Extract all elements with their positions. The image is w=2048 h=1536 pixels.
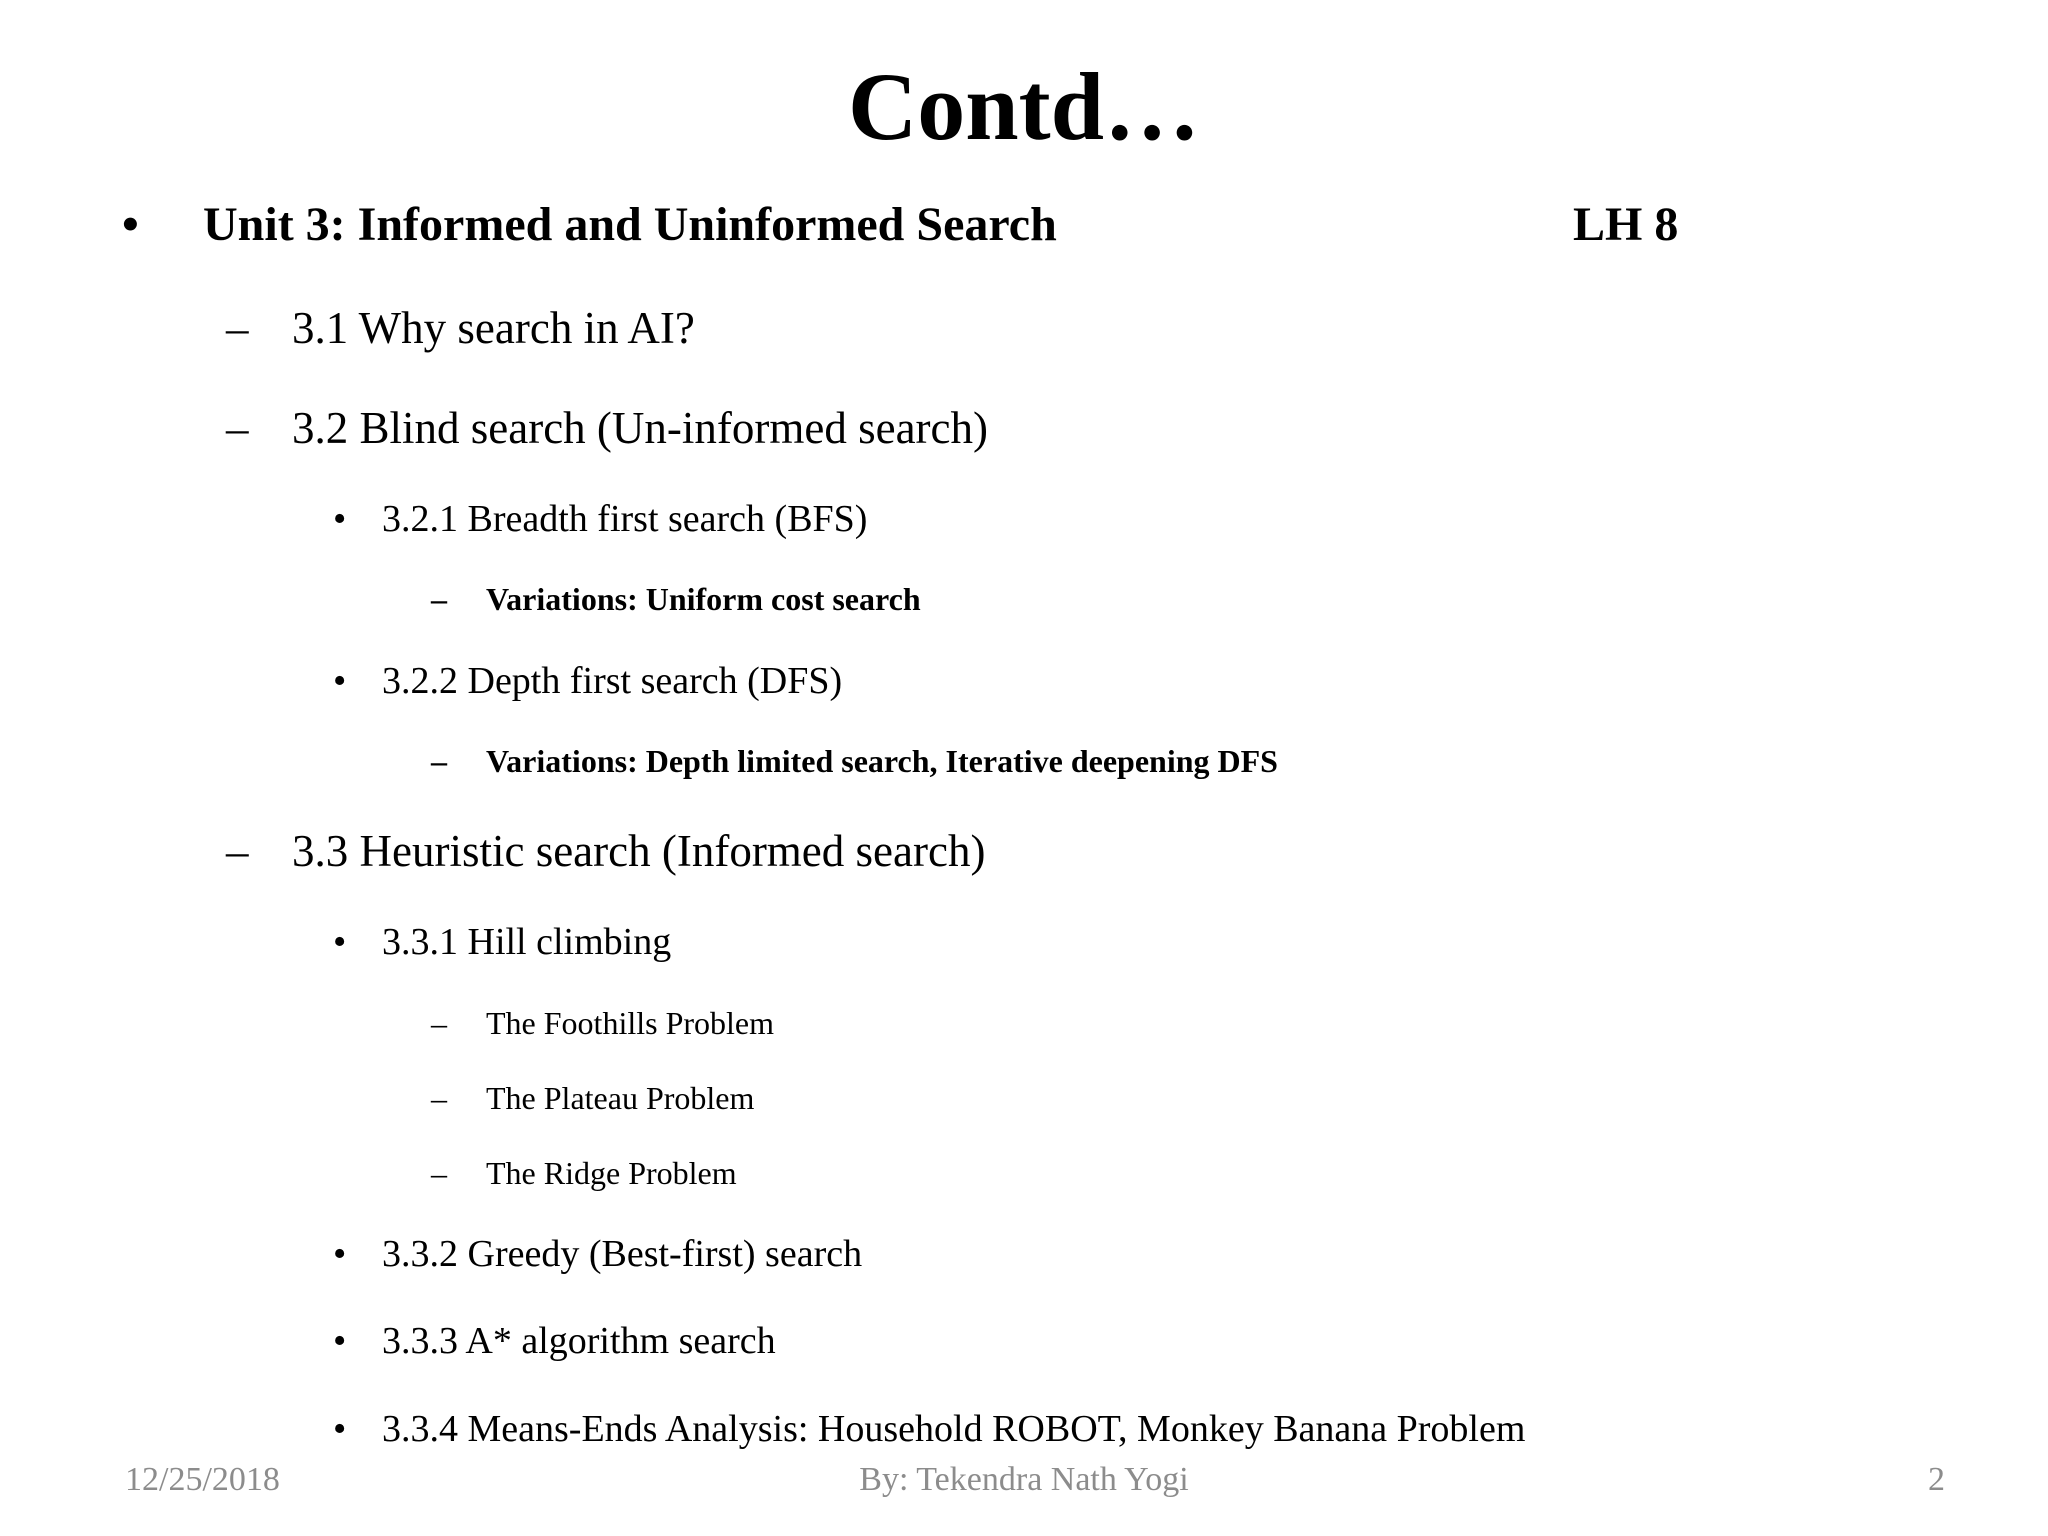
footer-date: 12/25/2018 <box>125 1461 280 1498</box>
list-item-text: 3.2 Blind search (Un-informed search) <box>292 403 989 453</box>
slide-title: Contd… <box>847 53 1201 160</box>
list-item-text: The Plateau Problem <box>486 1080 755 1116</box>
dash-marker: – <box>226 826 249 876</box>
bullet-marker: • <box>333 1233 347 1275</box>
list-item-text: 3.2.2 Depth first search (DFS) <box>382 660 843 702</box>
page-number: 2 <box>1928 1461 1945 1498</box>
dash-marker: – <box>431 1155 447 1191</box>
bullet-marker: • <box>333 921 347 963</box>
list-item-text: Variations: Depth limited search, Iterative deepening DFS <box>486 743 1278 779</box>
list-item-text: The Ridge Problem <box>486 1155 737 1191</box>
bullet-marker: • <box>333 1408 347 1450</box>
dash-marker: – <box>226 303 249 353</box>
list-item-text: 3.3.2 Greedy (Best-first) search <box>382 1233 863 1275</box>
list-item-text: 3.3.3 A* algorithm search <box>382 1320 776 1362</box>
list-item-text: 3.2.1 Breadth first search (BFS) <box>382 498 868 540</box>
list-item-text: 3.3.4 Means-Ends Analysis: Household ROBOT, Monkey Banana Problem <box>382 1408 1526 1450</box>
unit-heading: Unit 3: Informed and Uninformed Search <box>203 198 1057 251</box>
list-item-text: Variations: Uniform cost search <box>486 581 921 617</box>
dash-marker: – <box>431 581 447 617</box>
lecture-hours: LH 8 <box>1573 198 1679 251</box>
bullet-marker: • <box>122 198 139 251</box>
list-item-text: 3.3 Heuristic search (Informed search) <box>292 826 986 876</box>
bullet-marker: • <box>333 660 347 702</box>
bullet-marker: • <box>333 1320 347 1362</box>
dash-marker: – <box>226 403 249 453</box>
dash-marker: – <box>431 1080 447 1116</box>
list-item-text: The Foothills Problem <box>486 1005 774 1041</box>
dash-marker: – <box>431 743 447 779</box>
list-item-text: 3.1 Why search in AI? <box>292 303 695 353</box>
bullet-marker: • <box>333 498 347 540</box>
footer-author: By: Tekendra Nath Yogi <box>859 1461 1189 1498</box>
dash-marker: – <box>431 1005 447 1041</box>
list-item-text: 3.3.1 Hill climbing <box>382 921 672 963</box>
